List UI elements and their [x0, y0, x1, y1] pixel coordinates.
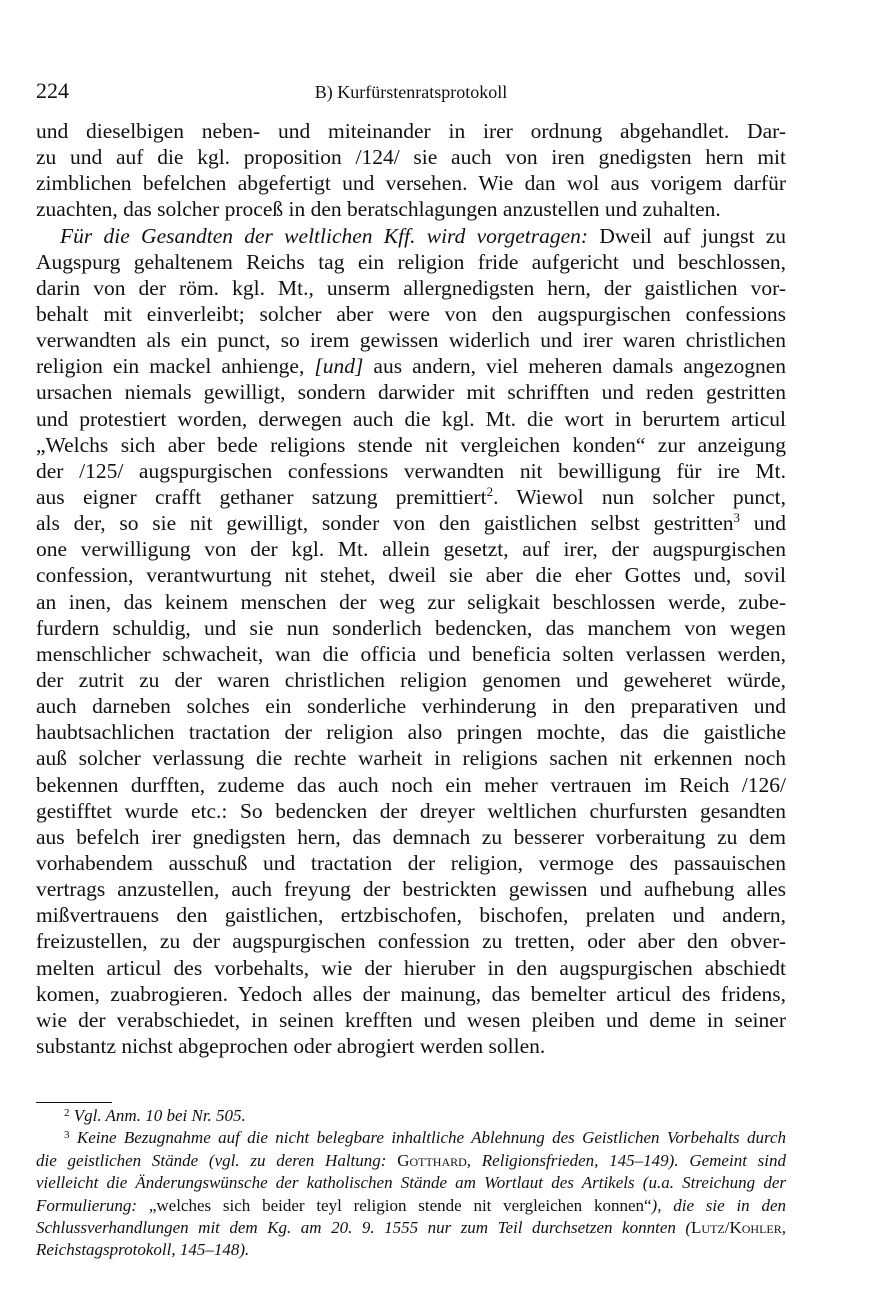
italic-text: Reichstagsprotokoll, 145–148). — [36, 1240, 250, 1260]
text-line — [36, 667, 786, 693]
text-segment: wie der verabschiedet, in seinen krefften und wesen pleiben und deme in seiner — [36, 1007, 786, 1032]
footnote-reference[interactable]: 3 — [733, 510, 740, 526]
text-line — [36, 1007, 786, 1033]
italic-text: Vgl. Anm. 10 bei Nr. 505. — [73, 1106, 246, 1125]
text-line — [36, 432, 786, 458]
text-segment: melten articul des vorbehalts, wie der hieruber in den augspurgischen abschiedt — [36, 955, 786, 980]
footnote-line — [36, 1195, 786, 1217]
footnote-line — [36, 1217, 786, 1239]
text-segment: substantz nichst abgeprochen oder abrogiert werden sollen. — [36, 1033, 546, 1058]
text-line — [36, 406, 786, 432]
text-line — [36, 118, 786, 144]
italic-text: ), die sie in den — [651, 1195, 786, 1215]
footnote-separator-rule — [36, 1102, 112, 1103]
text-line — [36, 745, 786, 771]
text-line — [36, 981, 786, 1007]
text-line — [36, 353, 786, 379]
text-line — [36, 510, 786, 536]
text-segment: auß solcher verlassung die rechte warheit in religions sachen nit erkennen noch — [36, 746, 786, 771]
text-segment: one verwilligung von der kgl. Mt. allein gesetzt, auf irer, der augspurgischen — [36, 537, 786, 562]
text-segment: , — [781, 1217, 786, 1237]
text-segment: der /125/ augspurgischen confessions verwandten nit bewilligung für ire Mt. — [36, 458, 786, 483]
text-line — [36, 327, 786, 353]
text-line — [36, 536, 786, 562]
footnotes — [36, 1105, 786, 1262]
text-segment: menschlicher schwacheit, wan die officia und beneficia solten verlassen werden, — [36, 641, 786, 666]
text-segment: vorhabendem ausschuß und tractation der religion, vermoge des passauischen — [36, 850, 786, 875]
text-segment: furdern schuldig, und sie nun sonderlich bedencken, das manchem von wegen — [36, 615, 786, 640]
text-line — [36, 1033, 786, 1059]
text-segment: ursachen niemals gewilligt, sondern darwider mit schrifften und reden gestritten — [36, 380, 786, 405]
text-segment: zu und auf die kgl. proposition /124/ sie auch von iren gnedigsten hern mit — [36, 145, 786, 170]
text-segment: auch darneben solches ein sonderliche verhinderung in den preparativen und — [36, 694, 786, 719]
footnote-line — [36, 1172, 786, 1194]
text-segment: behalt mit einverleibt; solcher aber were von den augspurgischen confessions — [36, 301, 786, 326]
text-segment: an inen, das keinem menschen der weg zur seligkait beschlossen werde, zube- — [36, 589, 786, 614]
text-segment: und protestiert worden, derwegen auch die kgl. Mt. die wort in berurtem articul — [36, 406, 786, 431]
text-segment: „Welchs sich aber bede religions stende nit vergleichen konden“ zur anzeigung — [36, 432, 786, 457]
text-segment: „welches sich beider teyl religion stende nit vergleichen konnen“ — [148, 1195, 652, 1215]
text-line — [36, 484, 786, 510]
italic-text: , Religionsfrieden, 145–149). Gemeint sind — [466, 1150, 786, 1170]
text-line — [36, 798, 786, 824]
text-line — [36, 928, 786, 954]
text-line — [36, 693, 786, 719]
text-segment: aus befelch irer gnedigsten hern, das demnach zu besserer vorberaitung zu dem — [36, 824, 786, 849]
text-line — [36, 589, 786, 615]
author-name-smallcaps: Lutz/Kohler — [691, 1217, 782, 1237]
text-line — [36, 955, 786, 981]
italic-text: Für die Gesandten der weltlichen Kff. wird vorgetragen: — [60, 223, 589, 248]
text-line — [36, 876, 786, 902]
footnote-line — [36, 1150, 786, 1172]
text-segment: haubtsachlichen tractation der religion also pringen mochte, das die gaistliche — [36, 720, 786, 745]
text-segment: komen, zuabrogieren. Yedoch alles der mainung, das bemelter articul des fridens, — [36, 981, 786, 1006]
footnote-reference[interactable]: 2 — [486, 483, 494, 499]
footnote-line — [36, 1105, 786, 1127]
italic-text: Keine Bezugnahme auf die nicht belegbare inhaltliche Ablehnung des Geistlichen Vorbehalts durch — [76, 1128, 786, 1148]
text-segment: verwandten als ein punct, so irem gewissen widerlich und irer waren christlichen — [36, 328, 786, 353]
text-segment: . Wiewol nun solcher punct, — [493, 484, 786, 509]
text-line — [36, 719, 786, 745]
text-line — [36, 144, 786, 170]
text-segment: confession, verantwurtung nit stehet, dweil sie aber die eher Gottes und, sovil — [36, 563, 786, 588]
text-line — [36, 772, 786, 798]
text-line — [36, 615, 786, 641]
text-line — [36, 249, 786, 275]
text-line — [36, 223, 786, 249]
text-segment: darin von der röm. kgl. Mt., unserm allergnedigsten hern, der gaistlichen vor- — [36, 275, 786, 300]
italic-text: Formulierung: — [36, 1195, 149, 1215]
italic-text: [und] — [314, 354, 364, 379]
text-line — [36, 641, 786, 667]
text-segment: als der, so sie nit gewilligt, sonder von den gaistlichen selbst gestritten — [36, 511, 734, 536]
text-segment: gestifftet wurde etc.: So bedencken der dreyer weltlichen churfursten gesandten — [36, 798, 786, 823]
text-line — [36, 824, 786, 850]
italic-text: vielleicht die Änderungswünsche der katholischen Stände am Wortlaut des Artikels (u.a. Streichung der — [36, 1173, 786, 1193]
italic-text: Schlussverhandlungen mit dem Kg. am 20. 9. 1555 nur zum Teil durchsetzen konnten ( — [36, 1217, 692, 1237]
text-segment: der zutrit zu der waren christlichen religion genomen und geweheret würde, — [36, 667, 786, 692]
text-segment: bekennen durfften, zudeme das auch noch ein meher vertrauen im Reich /126/ — [36, 772, 786, 797]
footnote-marker: 3 — [64, 1129, 70, 1142]
text-segment: und dieselbigen neben- und miteinander in irer ordnung abgehandlet. Dar- — [36, 119, 786, 143]
page-number: 224 — [36, 78, 69, 103]
text-line — [36, 458, 786, 484]
text-segment: und — [739, 511, 786, 536]
text-line — [36, 902, 786, 928]
text-line — [36, 275, 786, 301]
author-name-smallcaps: Gotthard — [397, 1150, 467, 1170]
text-segment: zuachten, das solcher proceß in den beratschlagungen anzustellen und zuhalten. — [36, 197, 721, 222]
text-segment: mißvertrauens den gaistlichen, ertzbischofen, bischofen, prelaten und andern, — [36, 903, 786, 928]
text-segment: aus andern, viel meheren damals angezognen — [363, 354, 786, 379]
text-line — [36, 301, 786, 327]
footnote-marker: 2 — [64, 1107, 70, 1119]
text-line — [36, 562, 786, 588]
text-segment: religion ein mackel anhienge, — [36, 354, 315, 379]
footnote-line — [36, 1127, 786, 1149]
italic-text: die geistlichen Stände (vgl. zu deren Haltung: — [36, 1150, 398, 1170]
text-line — [36, 170, 786, 196]
text-segment: Augspurg gehaltenem Reichs tag ein religion fride aufgericht und beschlossen, — [36, 249, 786, 274]
running-head: B) Kurfürstenratsprotokoll — [314, 82, 508, 102]
footnote-line — [36, 1239, 786, 1261]
text-segment: aus eigner crafft gethaner satzung premittiert — [36, 484, 487, 509]
text-line — [36, 850, 786, 876]
text-line — [36, 379, 786, 405]
text-segment: zimblichen befelchen abgefertigt und versehen. Wie dan wol aus vorigem darfür — [36, 171, 786, 196]
main-text — [36, 118, 786, 1059]
text-line — [36, 196, 786, 222]
text-segment: vertrags anzustellen, auch freyung der bestrickten gewissen und aufhebung alles — [36, 877, 786, 902]
text-segment: Dweil auf jungst zu — [588, 223, 787, 248]
text-segment: freizustellen, zu der augspurgischen confession zu tretten, oder aber den obver- — [36, 929, 786, 954]
